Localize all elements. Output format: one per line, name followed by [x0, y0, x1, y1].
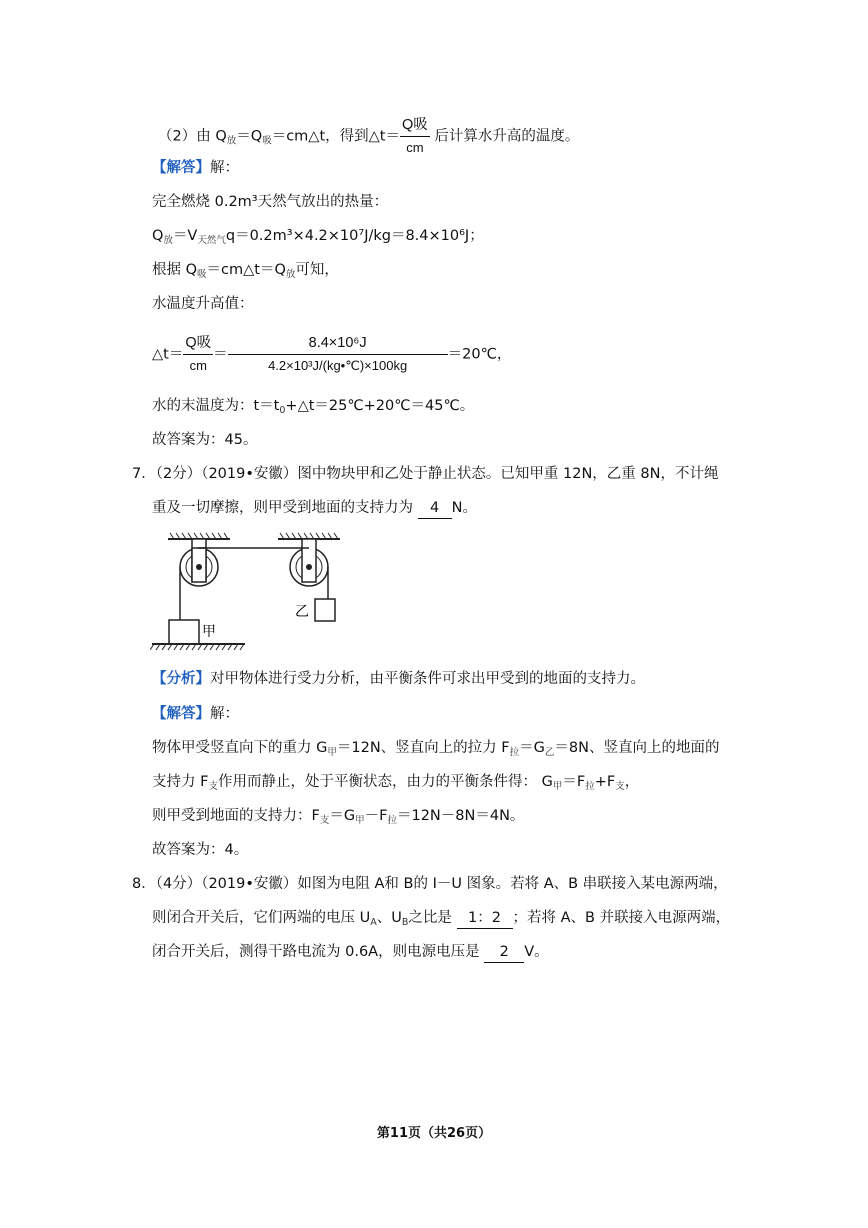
question-8-line1: 8．（4分）（2019•安徽）如图为电阻 A和 B的 I－U 图象。若将 A、B 串联接入某电源两端， [132, 876, 728, 892]
answer-blank-voltage: 2 [484, 942, 524, 963]
force-line-2: 支持力 $F_支$作用而静止，处于平衡状态，由力的平衡条件得： $G_甲=F_拉+F_支$， [152, 774, 640, 792]
page-footer: 第11页（共26页） [376, 1126, 492, 1141]
pulley-figure [150, 530, 350, 655]
left-pulley [180, 539, 218, 586]
fraction-numeric: $\frac{\text{8.4×10⁶J}}{\text{4.2×10³J/(kg•℃)×100kg}}$ [228, 332, 448, 377]
answer-6: 故答案为：45。 [152, 432, 258, 448]
answer-blank: 4 [418, 498, 452, 519]
support-force-line: 则甲受到地面的支持力：$F_支=G_甲-F_拉=12N-8N=4N$。 [152, 808, 525, 826]
final-temp-line: 水的末温度为：$t=t_0+\triangle t=25℃+20℃=45℃$。 [152, 398, 475, 416]
ground [150, 644, 245, 650]
question-8-line2: 则闭合开关后，它们两端的电压 $U_A$、$U_B$之比是 1：2 ；若将 A、B 并联接入电源两端， [152, 910, 731, 928]
hint-line: （2）由 $Q_放=Q_吸=cm\triangle t$，得到△t＝ $\frac{\text{Q吸}}{cm}$ 后计算水升高的温度。 [158, 114, 579, 159]
q-release-line: $Q_放=V_{天然气}q=0.2m^3\times 4.2\times 10^7J/kg=8.4\times 10^6J$； [152, 228, 484, 246]
question-7-line2: 重及一切摩擦，则甲受到地面的支持力为 4 N。 [152, 498, 477, 519]
answer-blank-ratio: 1：2 [457, 908, 513, 929]
delta-t-equation: △t＝ $\frac{\text{Q吸}}{cm}$ ＝ $\frac{\text{8.4×10⁶J}}{\text{4.2×10³J/(kg•℃)×100kg}}$ ＝20℃， [152, 332, 511, 377]
left-ceiling [168, 533, 230, 539]
label-yi: 乙 [295, 604, 309, 620]
force-line-1: 物体甲受竖直向下的重力 $G_甲=12N$、竖直向上的拉力 $F_拉=G_乙=8N$、竖直向上的地面的 [152, 740, 720, 758]
solution-heading: 【解答】解： [152, 160, 239, 176]
right-pulley [290, 539, 328, 586]
answer-7: 故答案为：4。 [152, 842, 249, 858]
solution-heading-2: 【解答】解： [152, 706, 239, 722]
fraction-q-over-cm: $\frac{\text{Q吸}}{cm}$ [400, 114, 430, 159]
fraction-q-over-cm-2: $\frac{\text{Q吸}}{cm}$ [183, 332, 213, 377]
analysis-line: 【分析】对甲物体进行受力分析，由平衡条件可求出甲受到的地面的支持力。 [152, 671, 645, 687]
burn-line: 完全燃烧 0.2m³天然气放出的热量： [152, 194, 389, 210]
according-line: 根据 $Q_吸=cm\triangle t=Q_放$可知， [152, 262, 339, 280]
rise-title: 水温度升高值： [152, 296, 254, 312]
question-8-line3: 闭合开关后，测得干路电流为 0.6A，则电源电压是 2 V。 [152, 942, 549, 963]
right-ceiling [278, 533, 340, 539]
question-7-line1: 7．（2分）（2019•安徽）图中物块甲和乙处于静止状态。已知甲重 12N，乙重 8N，不计绳 [132, 466, 719, 482]
block-yi [315, 599, 335, 621]
label-jia: 甲 [202, 624, 216, 640]
block-jia [169, 620, 199, 644]
